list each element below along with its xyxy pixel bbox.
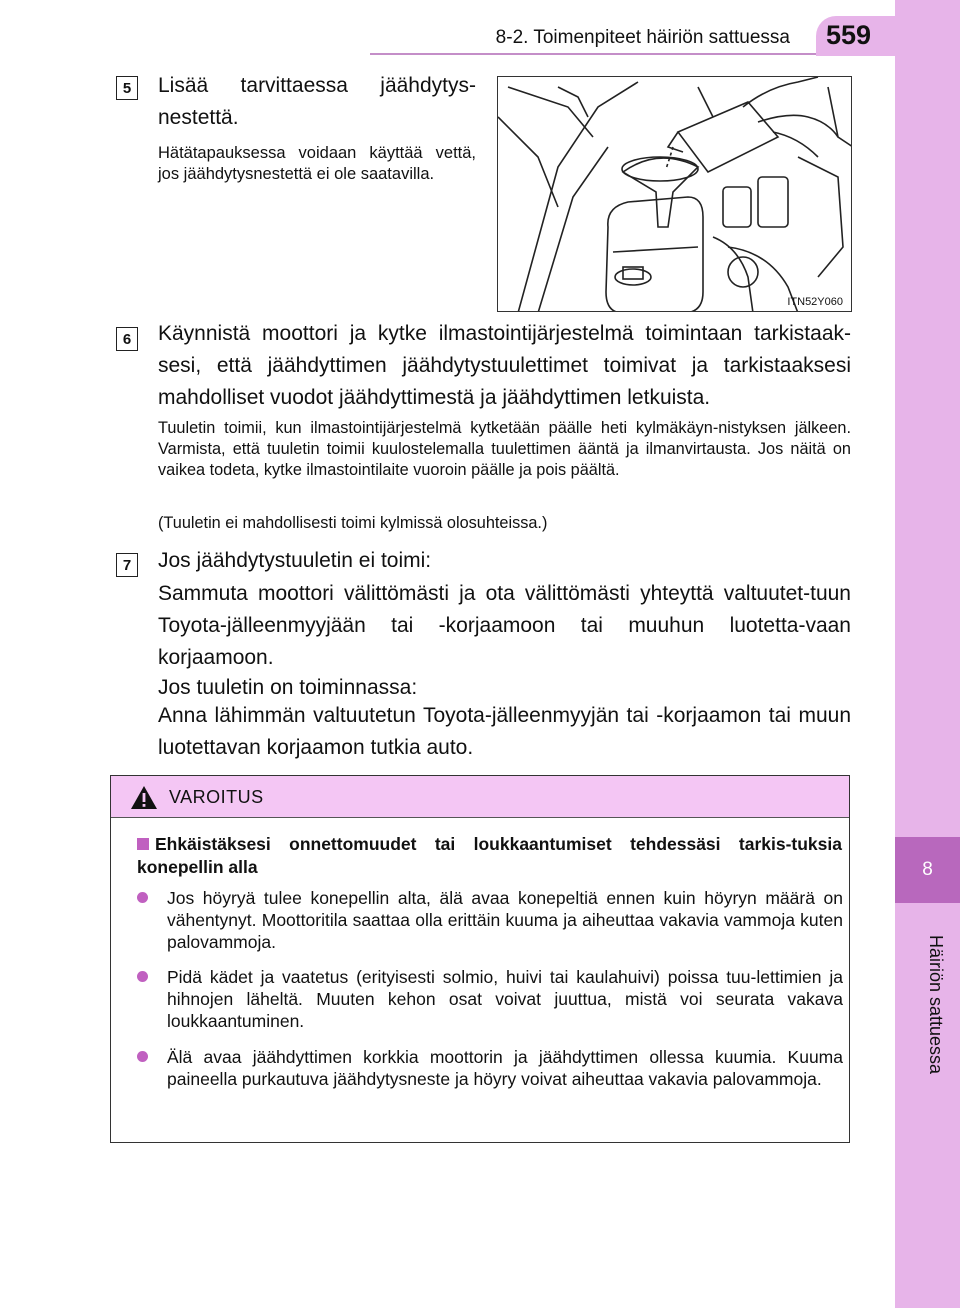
chapter-title-vertical: Häiriön sattuessa xyxy=(926,935,946,1075)
step-6-note: Tuuletin toimii, kun ilmastointijärjestelmä kytketään päälle heti kylmäkäyn-nistyksen jälkeen. Varmista, että tuuletin toimii kuulostelemalla tuulettimen ääntä ja ilmanvirtausta. Jos näitä on vaikea todeta, kytke ilmastointilaite vuoroin päälle ja pois päältä. xyxy=(158,419,851,479)
warning-bullet-text: Älä avaa jäähdyttimen korkkia moottorin ja jäähdyttimen ollessa kuumia. Kuuma paineella purkautuva jäähdytysneste ja höyry voivat aiheuttaa vakavia palovammoja. xyxy=(167,1047,843,1089)
warning-bullet-text: Jos höyryä tulee konepellin alta, älä avaa konepeltiä ennen kuin höyryn määrä on vähentynyt. Moottoritila saattaa olla erittäin kuuma ja aiheuttaa vakavia vammoja kuten palovammoja. xyxy=(167,888,843,952)
bullet-dot-icon xyxy=(137,892,148,903)
warning-box xyxy=(110,775,850,1143)
page-number: 559 xyxy=(826,20,872,50)
step-7-line-3: Jos tuuletin on toiminnassa: xyxy=(158,676,418,699)
step-7-line-1: Jos jäähdytystuuletin ei toimi: xyxy=(158,549,432,572)
figure-label: ITN52Y060 xyxy=(787,296,843,308)
step-5-note: Hätätapauksessa voidaan käyttää vettä, jos jäähdytysnestettä ei ole saatavilla. xyxy=(158,144,476,183)
square-bullet-icon xyxy=(137,838,149,850)
step-5-badge: 5 xyxy=(116,76,138,100)
warning-title: VAROITUS xyxy=(169,787,264,807)
chapter-number: 8 xyxy=(922,859,933,880)
warning-triangle-icon xyxy=(130,785,158,810)
step-7-badge: 7 xyxy=(116,553,138,577)
warning-bullet-3 xyxy=(137,1046,843,1090)
chapter-number-tab[interactable] xyxy=(895,837,960,903)
warning-heading-text: Ehkäistäksesi onnettomuudet tai loukkaantumiset tehdessäsi tarkis-tuksia konepellin alla xyxy=(137,834,842,877)
coolant-pouring-illustration-icon xyxy=(498,77,852,312)
step-6-badge: 6 xyxy=(116,327,138,351)
warning-heading xyxy=(137,833,842,879)
warning-bullet-2 xyxy=(137,966,843,1032)
step-6-text: Käynnistä moottori ja kytke ilmastointijärjestelmä toimintaan tarkistaak-sesi, että jäähdyttimen jäähdytystuulettimet toimivat ja tarkistaaksesi mahdolliset vuodot jäähdyttimestä ja jäähdyttimen letkuista. xyxy=(158,322,851,409)
step-6-note-2: (Tuuletin ei mahdollisesti toimi kylmissä olosuhteissa.) xyxy=(158,514,548,532)
warning-header xyxy=(111,776,849,818)
coolant-illustration xyxy=(497,76,852,312)
step-7-line-4: Anna lähimmän valtuutetun Toyota-jälleenmyyjän tai -korjaamon tai muun luotettavan korjaamon tutkia auto. xyxy=(158,704,851,759)
step-7-line-2: Sammuta moottori välittömästi ja ota välittömästi yhteyttä valtuutet-tuun Toyota-jälleenmyyjään tai -korjaamoon tai muuhun luotetta-vaan korjaamoon. xyxy=(158,582,851,669)
warning-bullet-text: Pidä kädet ja vaatetus (erityisesti solmio, huivi tai kaulahuivi) poissa tuu-lettimien ja hihnojen läheltä. Muuten kehon osat voivat juuttua, mistä voi seurata vakava loukkaantuminen. xyxy=(167,967,843,1031)
header-divider xyxy=(370,53,820,55)
page-header xyxy=(0,0,895,56)
step-5-text: Lisää tarvittaessa jäähdytys-nestettä. xyxy=(158,74,476,129)
bullet-dot-icon xyxy=(137,971,148,982)
warning-bullet-1 xyxy=(137,887,843,953)
section-title: 8-2. Toimenpiteet häiriön sattuessa xyxy=(495,27,790,48)
bullet-dot-icon xyxy=(137,1051,148,1062)
